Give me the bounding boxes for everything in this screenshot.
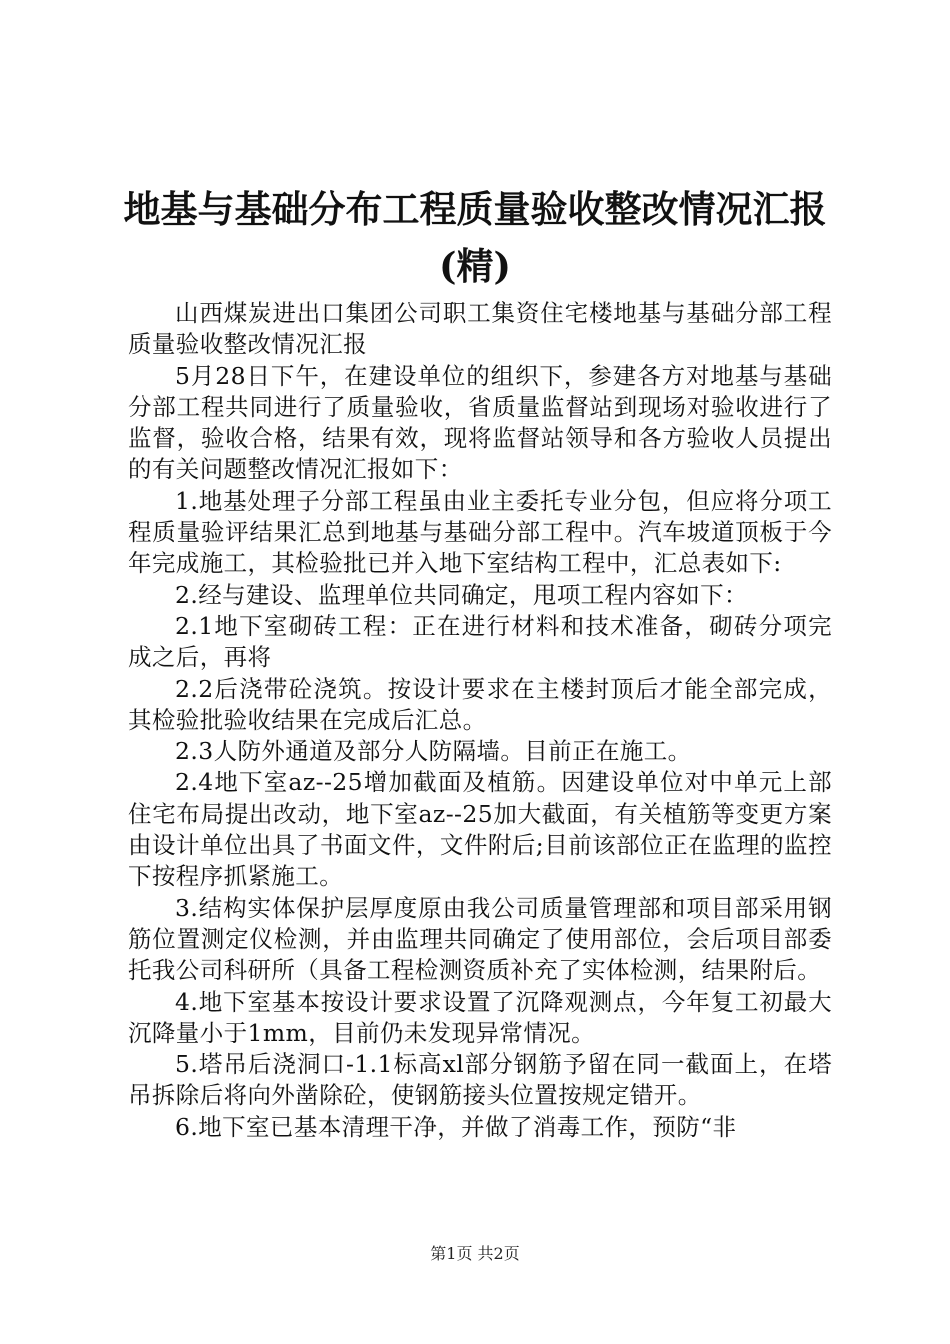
paragraph-item-1: 1.地基处理子分部工程虽由业主委托专业分包，但应将分项工程质量验评结果汇总到地基与基础分部工程中。汽车坡道顶板于今年完成施工，其检验批已并入地下室结构工程中，汇总表如下: [128,486,832,578]
document-title: 地基与基础分布工程质量验收整改情况汇报 [123,187,827,231]
document-title-suffix: (精) [438,244,511,288]
paragraph-item-3: 3.结构实体保护层厚度原由我公司质量管理部和项目部采用钢筋位置测定仪检测，并由监理共同确定了使用部位，会后项目部委托我公司科研所（具备工程检测资质补充了实体检测，结果附后。 [128,893,832,985]
paragraph-item-6: 6.地下室已基本清理干净，并做了消毒工作，预防“非 [175,1112,737,1141]
paragraph-item-5: 5.塔吊后浇洞口-1.1标高xl部分钢筋予留在同一截面上，在塔吊拆除后将向外凿除砼，使钢筋接头位置按规定错开。 [128,1050,832,1110]
paragraph-item-2-3: 2.3人防外通道及部分人防隔墙。目前正在施工。 [175,737,692,766]
paragraph-item-2: 2.经与建设、监理单位共同确定，甩项工程内容如下： [175,580,748,609]
paragraph-heading: 山西煤炭进出口集团公司职工集资住宅楼地基与基础分部工程质量验收整改情况汇报 [128,299,832,359]
document-body [128,298,832,1143]
paragraph-intro: 5月28日下午，在建设单位的组织下，参建各方对地基与基础分部工程共同进行了质量验收，省质量监督站到现场对验收进行了监督，验收合格，结果有效，现将监督站领导和各方验收人员提出的有关问题整改情况汇报如下： [128,361,832,484]
paragraph-item-2-2: 2.2后浇带砼浇筑。按设计要求在主楼封顶后才能全部完成，其检验批验收结果在完成后汇总。 [128,674,832,734]
page-number-footer: 第1页 共2页 [430,1244,520,1263]
paragraph-item-4: 4.地下室基本按设计要求设置了沉降观测点，今年复工初最大沉降量小于1mm，目前仍未发现异常情况。 [128,987,832,1047]
paragraph-item-2-1: 2.1地下室砌砖工程：正在进行材料和技术准备，砌砖分项完成之后，再将 [128,611,832,672]
paragraph-item-2-4: 2.4地下室az--25增加截面及植筋。因建设单位对中单元上部住宅布局提出改动，地下室az--25加大截面，有关植筋等变更方案由设计单位出具了书面文件，文件附后;目前该部位正在监理的监控下按程序抓紧施工。 [128,768,832,891]
